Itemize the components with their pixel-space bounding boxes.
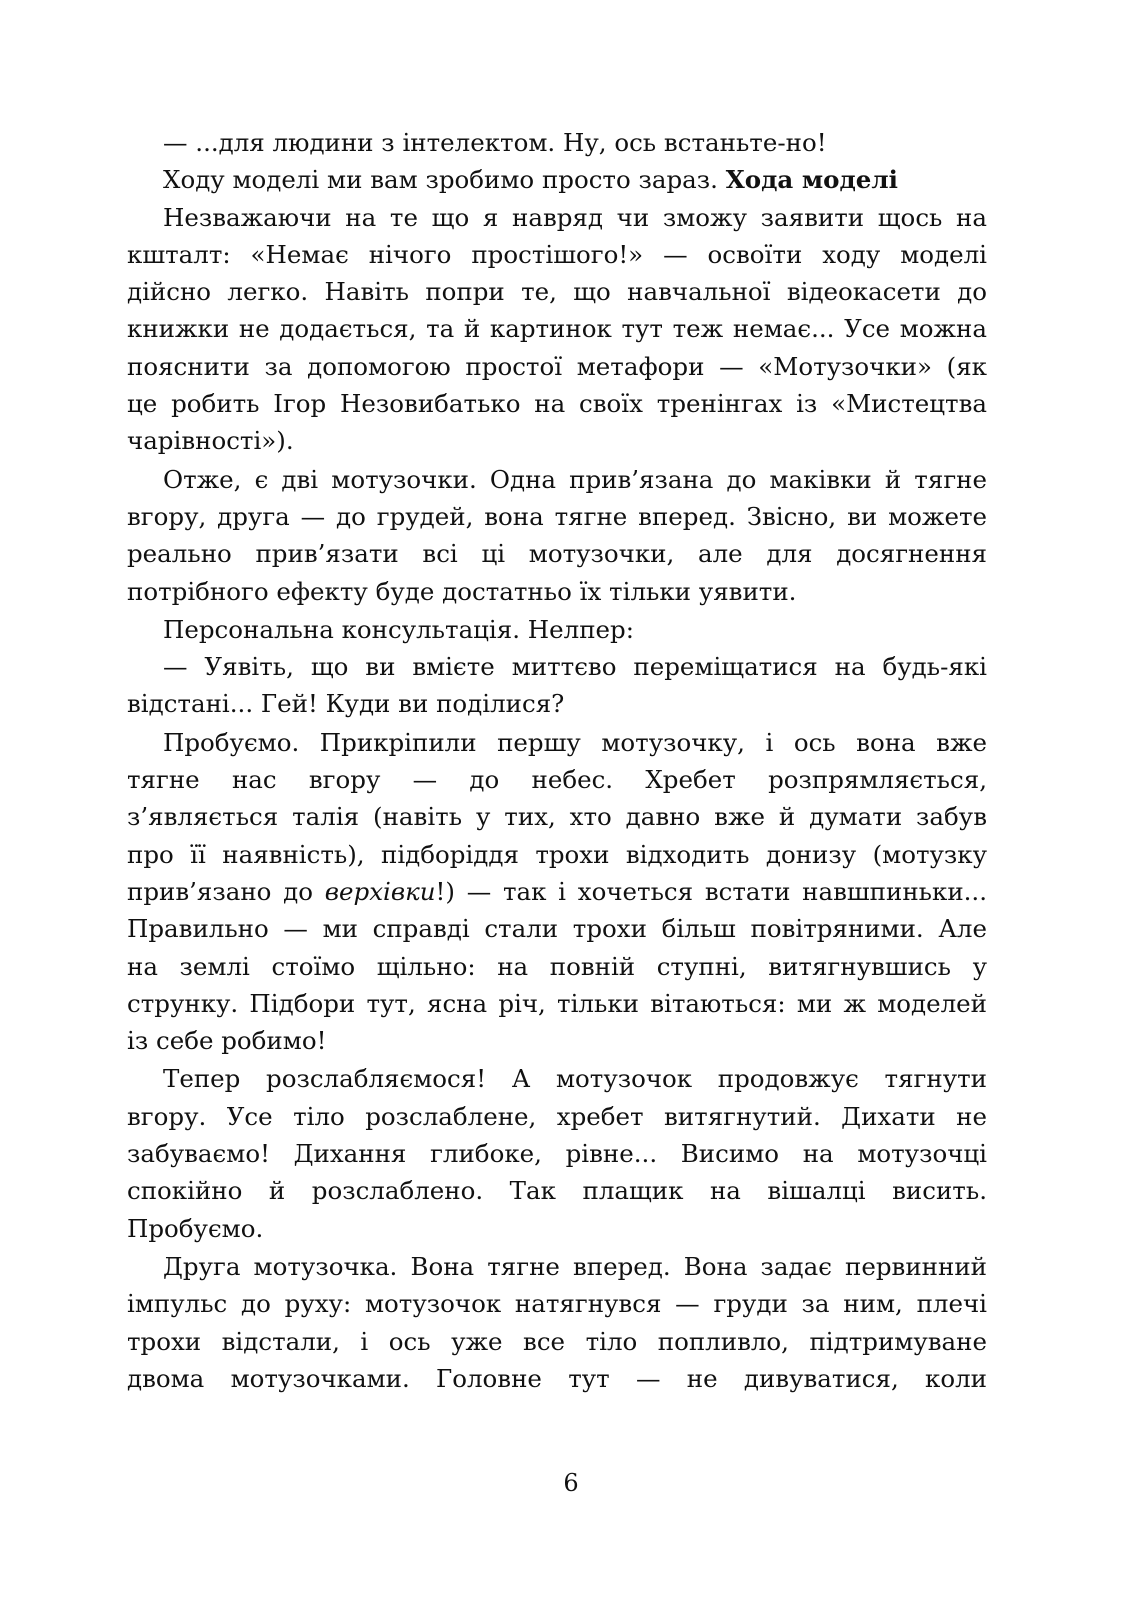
text-line: спокійно й розслаблено. Так плащик на вішалці висить. (127, 1176, 987, 1206)
text-line: Персональна консультація. Нелпер: (163, 614, 634, 644)
text-line (127, 873, 987, 910)
text-line: імпульс до руху: мотузочок натягнувся — груди за ним, плечі (127, 1289, 987, 1319)
text-segment: !) — так і хочеться встати навшпиньки... (435, 876, 988, 906)
page-number: 6 (563, 1469, 579, 1497)
text-line: це робить Ігор Незовибатько на своїх тренінгах із «Мистецтва (127, 389, 987, 419)
text-line: трохи відстали, і ось уже все тіло попливло, підтримуване (127, 1326, 987, 1356)
text-line: — Уявіть, що ви вмієте миттєво переміщатися на будь-які (163, 652, 987, 682)
text-line: реально прив’язати всі ці мотузочки, але для досягнення (127, 539, 987, 569)
text-line: дійсно легко. Навіть попри те, що навчальної відеокасети до (127, 277, 987, 307)
text-line: — ...для людини з інтелектом. Ну, ось встаньте-но! (163, 128, 827, 157)
text-line: про її наявність), підборіддя трохи відходить донизу (мотузку (127, 839, 987, 869)
text-line: Тепер розслабляємося! А мотузочок продовжує тягнути (163, 1064, 987, 1094)
text-line: Правильно — ми справді стали трохи більш повітряними. Але (127, 914, 987, 944)
text-line: вгору, друга — до грудей, вона тягне вперед. Звісно, ви можете (127, 501, 987, 531)
text-line: на землі стоїмо щільно: на повній ступні, витягнувшись у (127, 951, 987, 981)
text-line: з’являється талія (навіть у тих, хто давно вже й думати забув (127, 802, 987, 832)
text-line: струнку. Підбори тут, ясна річ, тільки вітаються: ми ж моделей (127, 988, 987, 1018)
text-line: із себе робимо! (127, 1026, 327, 1056)
text-line: книжки не додається, та й картинок тут теж немає... Усе можна (127, 314, 987, 344)
text-line: Отже, є дві мотузочки. Одна прив’язана до маківки й тягне (163, 464, 987, 494)
text-line: вгору. Усе тіло розслаблене, хребет витягнутий. Дихати не (127, 1101, 987, 1131)
text-line: Пробуємо. (127, 1213, 264, 1243)
text-line: Друга мотузочка. Вона тягне вперед. Вона задає первинний (163, 1251, 987, 1281)
text-line (127, 161, 987, 198)
section-heading: Хода моделі (725, 165, 898, 195)
text-segment: Ходу моделі ми вам зробимо просто зараз. (163, 165, 718, 195)
text-line: чарівності»). (127, 426, 294, 456)
text-line: Незважаючи на те що я навряд чи зможу заявити щось на (163, 202, 987, 232)
page-body (127, 124, 987, 1397)
text-segment: прив’язано до (127, 876, 325, 906)
text-line: потрібного ефекту буде достатньо їх тільки уявити. (127, 576, 797, 606)
text-line: пояснити за допомогою простої метафори — «Мотузочки» (як (127, 351, 987, 381)
italic-word: верхівки (324, 876, 436, 906)
text-line: кшталт: «Немає нічого простішого!» — освоїти ходу моделі (127, 239, 987, 269)
text-line: Пробуємо. Прикріпили першу мотузочку, і ось вона вже (163, 727, 987, 757)
text-line: двома мотузочками. Головне тут — не дивуватися, коли (127, 1363, 987, 1393)
text-line: відстані... Гей! Куди ви поділися? (127, 689, 565, 719)
text-line: забуваємо! Дихання глибоке, рівне... Висимо на мотузочці (127, 1139, 987, 1169)
text-line: тягне нас вгору — до небес. Хребет розпрямляється, (127, 765, 987, 795)
